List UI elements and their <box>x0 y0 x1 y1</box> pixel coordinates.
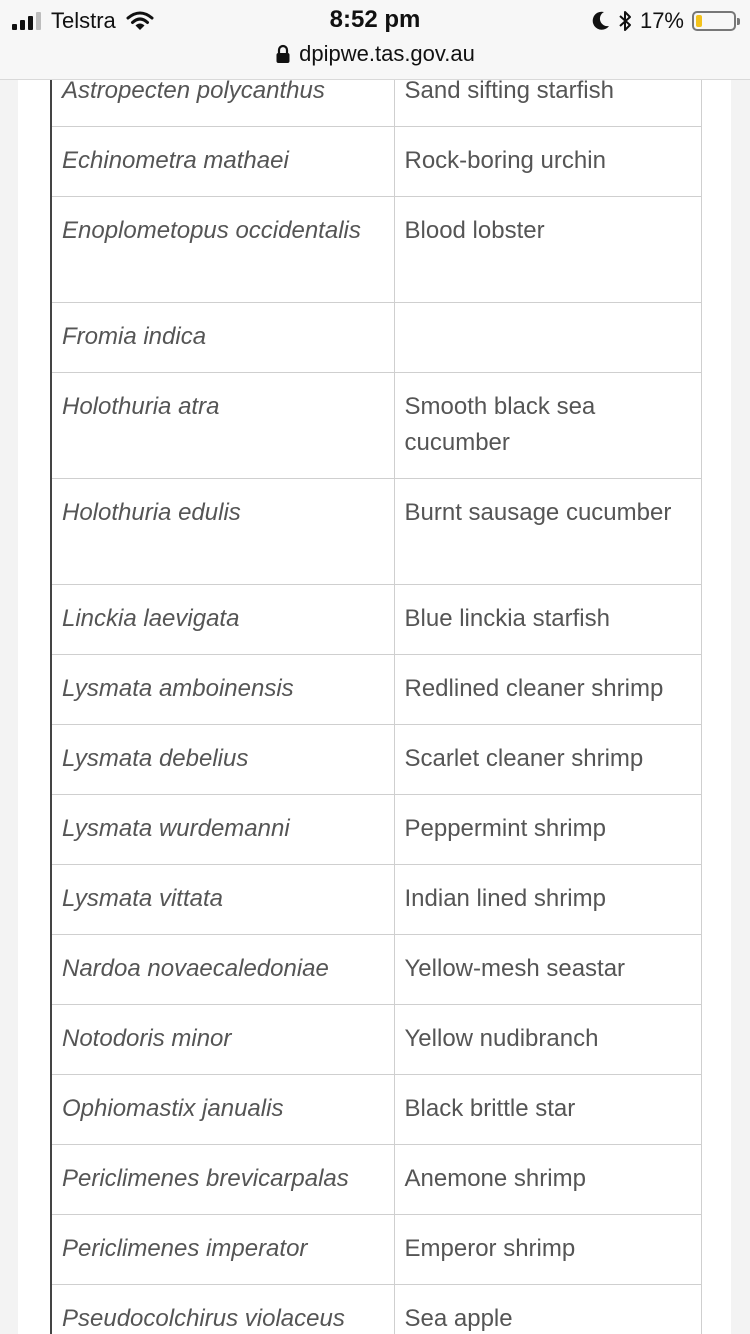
scientific-name-cell: Astropecten polycanthus <box>51 80 394 127</box>
common-name-cell: Blue linckia starfish <box>394 585 701 655</box>
scientific-name-cell: Pseudocolchirus violaceus <box>51 1285 394 1334</box>
url-text[interactable]: dpipwe.tas.gov.au <box>299 41 475 66</box>
page-content <box>18 80 731 1334</box>
common-name-cell: Redlined cleaner shrimp <box>394 655 701 725</box>
carrier-name: Telstra <box>51 8 116 33</box>
common-name-cell: Yellow nudibranch <box>394 1005 701 1075</box>
lock-icon <box>275 44 291 64</box>
status-bar <box>0 0 750 80</box>
scientific-name-cell: Nardoa novaecaledoniae <box>51 935 394 1005</box>
bluetooth-icon <box>618 10 632 32</box>
scientific-name-cell: Notodoris minor <box>51 1005 394 1075</box>
common-name-cell: Scarlet cleaner shrimp <box>394 725 701 795</box>
common-name-cell: Smooth black sea cucumber <box>394 373 701 479</box>
scientific-name-cell: Fromia indica <box>51 303 394 373</box>
table-row <box>51 1075 701 1145</box>
status-indicators <box>592 7 736 35</box>
scientific-name-cell: Lysmata wurdemanni <box>51 795 394 865</box>
common-name-cell: Black brittle star <box>394 1075 701 1145</box>
scientific-name-cell: Periclimenes brevicarpalas <box>51 1145 394 1215</box>
scientific-name-cell: Enoplometopus occidentalis <box>51 197 394 303</box>
table-row <box>51 725 701 795</box>
scientific-name-cell: Echinometra mathaei <box>51 127 394 197</box>
address-bar[interactable] <box>0 40 750 68</box>
common-name-cell: Blood lobster <box>394 197 701 303</box>
table-row <box>51 479 701 585</box>
table-row <box>51 373 701 479</box>
table-row <box>51 80 701 127</box>
scientific-name-cell: Holothuria atra <box>51 373 394 479</box>
common-name-cell: Sea apple <box>394 1285 701 1334</box>
table-row <box>51 795 701 865</box>
scientific-name-cell: Lysmata debelius <box>51 725 394 795</box>
table-row <box>51 655 701 725</box>
common-name-cell: Peppermint shrimp <box>394 795 701 865</box>
battery-icon <box>692 11 736 31</box>
table-row <box>51 197 701 303</box>
common-name-cell: Indian lined shrimp <box>394 865 701 935</box>
table-row <box>51 1145 701 1215</box>
table-row <box>51 127 701 197</box>
species-table <box>50 80 702 1334</box>
scientific-name-cell: Holothuria edulis <box>51 479 394 585</box>
scientific-name-cell: Lysmata amboinensis <box>51 655 394 725</box>
table-row <box>51 1215 701 1285</box>
clock-time: 8:52 pm <box>329 6 421 33</box>
table-row <box>51 303 701 373</box>
battery-level-fill <box>696 15 702 27</box>
common-name-cell: Sand sifting starfish <box>394 80 701 127</box>
scientific-name-cell: Linckia laevigata <box>51 585 394 655</box>
table-row <box>51 585 701 655</box>
battery-percent: 17% <box>639 8 684 33</box>
common-name-cell: Yellow-mesh seastar <box>394 935 701 1005</box>
scientific-name-cell: Periclimenes imperator <box>51 1215 394 1285</box>
table-row <box>51 1005 701 1075</box>
table-row <box>51 865 701 935</box>
common-name-cell: Rock-boring urchin <box>394 127 701 197</box>
common-name-cell: Anemone shrimp <box>394 1145 701 1215</box>
common-name-cell <box>394 303 701 373</box>
scientific-name-cell: Ophiomastix janualis <box>51 1075 394 1145</box>
table-row <box>51 935 701 1005</box>
table-row <box>51 1285 701 1334</box>
moon-icon <box>592 11 610 31</box>
scientific-name-cell: Lysmata vittata <box>51 865 394 935</box>
common-name-cell: Burnt sausage cucumber <box>394 479 701 585</box>
common-name-cell: Emperor shrimp <box>394 1215 701 1285</box>
